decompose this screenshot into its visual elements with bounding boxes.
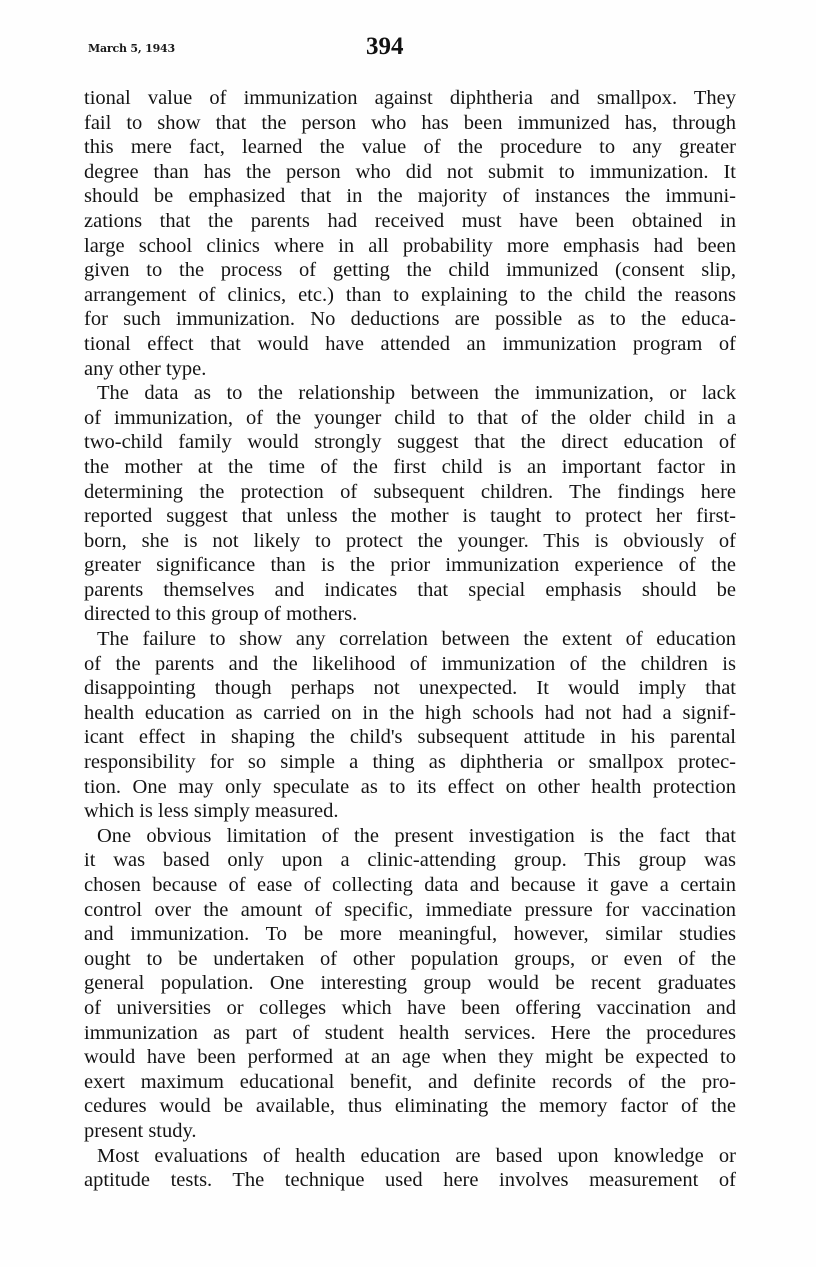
text-line: which is less simply measured. (84, 800, 339, 823)
text-line: directed to this group of mothers. (84, 603, 358, 626)
text-line: tional effect that would have attended an immunization program of (84, 332, 736, 355)
text-line: would have been performed at an age when they might be expected to (84, 1046, 736, 1069)
text-line: of immunization, of the younger child to that of the older child in a (84, 406, 736, 429)
text-line: two-child family would strongly suggest that the direct education of (84, 431, 736, 454)
text-line: this mere fact, learned the value of the procedure to any greater (84, 136, 736, 159)
text-line: aptitude tests. The technique used here involves measurement of (84, 1169, 736, 1192)
text-line: icant effect in shaping the child's subsequent attitude in his parental (84, 726, 736, 749)
text-line: for such immunization. No deductions are possible as to the educa- (84, 308, 736, 331)
paragraph-5 (84, 1144, 736, 1193)
text-line: the mother at the time of the first child is an important factor in (84, 455, 736, 478)
text-line: of the parents and the likelihood of immunization of the children is (84, 652, 736, 675)
text-line: born, she is not likely to protect the younger. This is obviously of (84, 529, 736, 552)
text-line: responsibility for so simple a thing as diphtheria or smallpox protec- (84, 751, 736, 774)
page-number: 394 (366, 33, 404, 60)
text-line: general population. One interesting group would be recent graduates (84, 972, 736, 995)
text-line: control over the amount of specific, immediate pressure for vaccination (84, 898, 736, 921)
text-line: greater significance than is the prior immunization experience of the (84, 554, 736, 577)
text-line: disappointing though perhaps not unexpected. It would imply that (84, 677, 736, 700)
text-line: arrangement of clinics, etc.) than to explaining to the child the reasons (84, 283, 736, 306)
text-line: any other type. (84, 357, 207, 380)
text-line: chosen because of ease of collecting data and because it gave a certain (84, 874, 736, 896)
paragraph-3 (84, 627, 736, 824)
text-line: given to the process of getting the child immunized (consent slip, (84, 259, 736, 282)
text-line: tional value of immunization against diphtheria and smallpox. They (84, 87, 736, 109)
text-line: of universities or colleges which have been offering vaccination and (84, 996, 736, 1019)
text-line: immunization as part of student health services. Here the procedures (84, 1021, 736, 1044)
paragraph-1 (84, 86, 736, 381)
text-line: ought to be undertaken of other population groups, or even of the (84, 947, 736, 970)
text-line: parents themselves and indicates that special emphasis should be (84, 578, 736, 601)
text-line: cedures would be available, thus eliminating the memory factor of the (84, 1095, 736, 1118)
text-line: exert maximum educational benefit, and definite records of the pro- (84, 1070, 736, 1093)
running-head-date: March 5, 1943 (88, 42, 175, 55)
text-line: it was based only upon a clinic-attending group. This group was (84, 849, 736, 872)
text-line: should be emphasized that in the majority of instances the immuni- (84, 185, 736, 208)
text-line: The failure to show any correlation between the extent of education (97, 628, 736, 651)
text-line: large school clinics where in all probability more emphasis had been (84, 234, 736, 257)
text-line: Most evaluations of health education are based upon knowledge or (97, 1144, 736, 1167)
text-line: reported suggest that unless the mother is taught to protect her first- (84, 505, 736, 528)
text-line: fail to show that the person who has been immunized has, through (84, 111, 736, 134)
text-line: zations that the parents had received must have been obtained in (84, 209, 736, 232)
text-line: health education as carried on in the high schools had not had a signif- (84, 701, 736, 724)
text-line: determining the protection of subsequent children. The findings here (84, 480, 736, 503)
paragraph-2 (84, 381, 736, 627)
paragraph-4 (84, 824, 736, 1144)
text-line: One obvious limitation of the present investigation is the fact that (97, 824, 736, 847)
text-line: The data as to the relationship between the immunization, or lack (97, 382, 736, 405)
text-line: present study. (84, 1119, 197, 1142)
text-line: degree than has the person who did not submit to immunization. It (84, 160, 736, 183)
body-text (84, 86, 736, 1193)
text-line: tion. One may only speculate as to its effect on other health protection (84, 775, 736, 798)
text-line: and immunization. To be more meaningful, however, similar studies (84, 923, 736, 946)
